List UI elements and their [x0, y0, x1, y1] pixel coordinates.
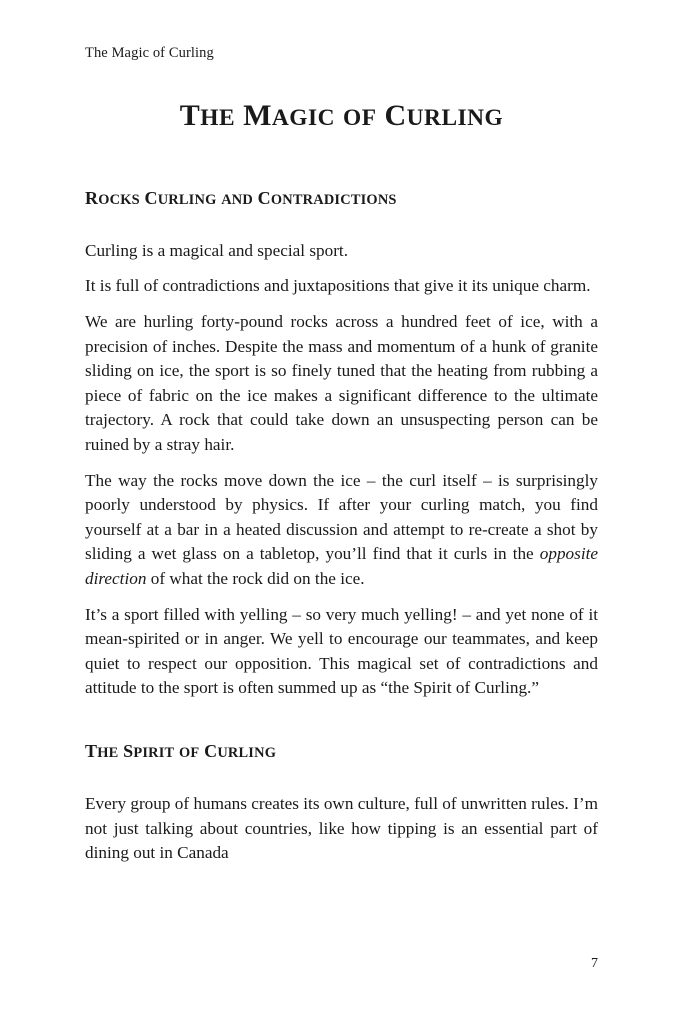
paragraph-text-before: The way the rocks move down the ice – the curl itself – is surprisingly poorly understood by physics. If after your curling match, you find yourself at a bar in a heated discussion and attempt to re-create a shot by sliding a wet glass on a tabletop, you’ll find that it curls in the [85, 470, 598, 564]
paragraph-text-after: of what the rock did on the ice. [146, 568, 365, 588]
paragraph: It is full of contradictions and juxtapositions that give it its unique charm. [85, 276, 591, 296]
section-heading-the-spirit-of-curling [85, 741, 598, 762]
paragraph: We are hurling forty-pound rocks across a hundred feet of ice, with a precision of inches. Despite the mass and momentum of a hunk of granite sliding on ice, the sport is so finely tuned that the heating from rubbing a piece of fabric on the ice makes a significant difference to the ultimate trajectory. A rock that could take down an unsuspecting person can be ruined by a stray hair. [85, 312, 598, 454]
running-head: The Magic of Curling [85, 45, 214, 61]
section-heading-text: THE SPIRIT OF CURLING [85, 740, 277, 761]
chapter-title-text: THE MAGIC OF CURLING [179, 98, 504, 132]
section-heading-text: ROCKS CURLING AND CONTRADICTIONS [85, 187, 397, 208]
paragraph: Curling is a magical and special sport. [85, 240, 348, 260]
section-heading-rocks-curling-and-contradictions [85, 188, 598, 209]
italic-emphasis: opposite direction [85, 544, 598, 588]
paragraph-with-italic [85, 469, 598, 592]
page-title [85, 99, 598, 132]
paragraph: It’s a sport filled with yelling – so very much yelling! – and yet none of it mean-spirited or in anger. We yell to encourage our teammates, and keep quiet to respect our opposition. This magical set of contradictions and attitude to the sport is often summed up as “the Spirit of Curling.” [85, 604, 598, 698]
paragraph: Every group of humans creates its own culture, full of unwritten rules. I’m not just talking about countries, like how tipping is an essential part of dining out in Canada [85, 793, 598, 863]
page-number: 7 [591, 956, 598, 971]
